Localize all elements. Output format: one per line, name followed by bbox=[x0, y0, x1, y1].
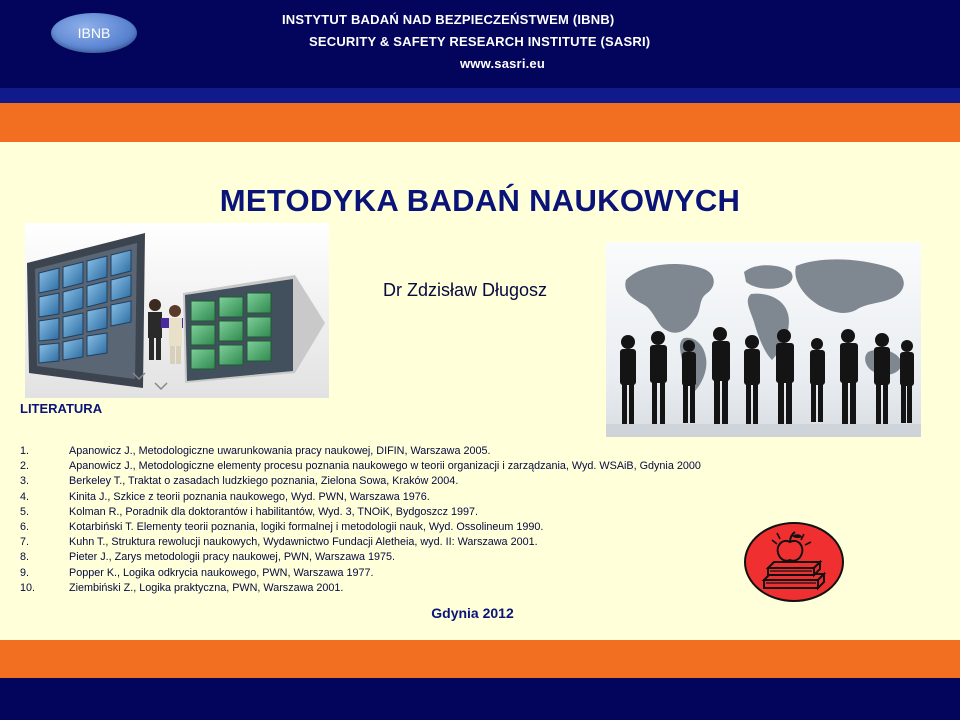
header-bar bbox=[0, 0, 960, 103]
reference-item: 9. Popper K., Logika odkrycia naukowego, PWN, Warszawa 1977. bbox=[20, 566, 374, 579]
reference-item: 3. Berkeley T., Traktat o zasadach ludzkiego poznania, Zielona Sowa, Kraków 2004. bbox=[20, 475, 459, 488]
literature-heading: LITERATURA bbox=[20, 401, 103, 416]
footer-bar bbox=[0, 678, 960, 720]
institute-name-en: SECURITY & SAFETY RESEARCH INSTITUTE (SASRI) bbox=[309, 34, 651, 49]
business-silhouettes-image bbox=[606, 242, 921, 437]
institute-name-pl: INSTYTUT BADAŃ NAD BEZPIECZEŃSTWEM (IBNB) bbox=[282, 12, 615, 27]
orange-band-top bbox=[0, 103, 960, 142]
reference-item: 6. Kotarbiński T. Elementy teorii poznania, logiki formalnej i metodologii nauk, Wyd. Ossolineum 1990. bbox=[20, 520, 544, 533]
books-apple-icon bbox=[744, 522, 844, 602]
ibnb-logo: IBNB bbox=[51, 13, 137, 53]
reference-item: 2. Apanowicz J., Metodologiczne elementy procesu poznania naukowego w teorii organizacji i zarządzania, Wyd. WSAiB, Gdynia 2000 bbox=[20, 460, 701, 473]
reference-item: 7. Kuhn T., Struktura rewolucji naukowych, Wydawnictwo Fundacji Aletheia, wyd. II: Warszawa 2001. bbox=[20, 536, 538, 549]
reference-list bbox=[20, 444, 701, 596]
touchscreen-people-image bbox=[25, 223, 329, 398]
orange-band-bottom bbox=[0, 640, 960, 678]
reference-item: 5. Kolman R., Poradnik dla doktorantów i habilitantów, Wyd. 3, TNOiK, Bydgoszcz 1997. bbox=[20, 505, 478, 518]
header-shadow-band bbox=[0, 88, 960, 103]
institute-website: www.sasri.eu bbox=[460, 56, 546, 71]
reference-item: 1. Apanowicz J., Metodologiczne uwarunkowania pracy naukowej, DIFIN, Warszawa 2005. bbox=[20, 445, 491, 457]
reference-item: 4. Kinita J., Szkice z teorii poznania naukowego, Wyd. PWN, Warszawa 1976. bbox=[20, 490, 430, 503]
author-name: Dr Zdzisław Długosz bbox=[383, 280, 548, 300]
page-title: METODYKA BADAŃ NAUKOWYCH bbox=[219, 183, 741, 218]
reference-item: 10. Ziembiński Z., Logika praktyczna, PWN, Warszawa 2001. bbox=[20, 581, 344, 594]
reference-item: 8. Pieter J., Zarys metodologii pracy naukowej, PWN, Warszawa 1975. bbox=[20, 551, 396, 564]
place-date: Gdynia 2012 bbox=[431, 605, 514, 621]
